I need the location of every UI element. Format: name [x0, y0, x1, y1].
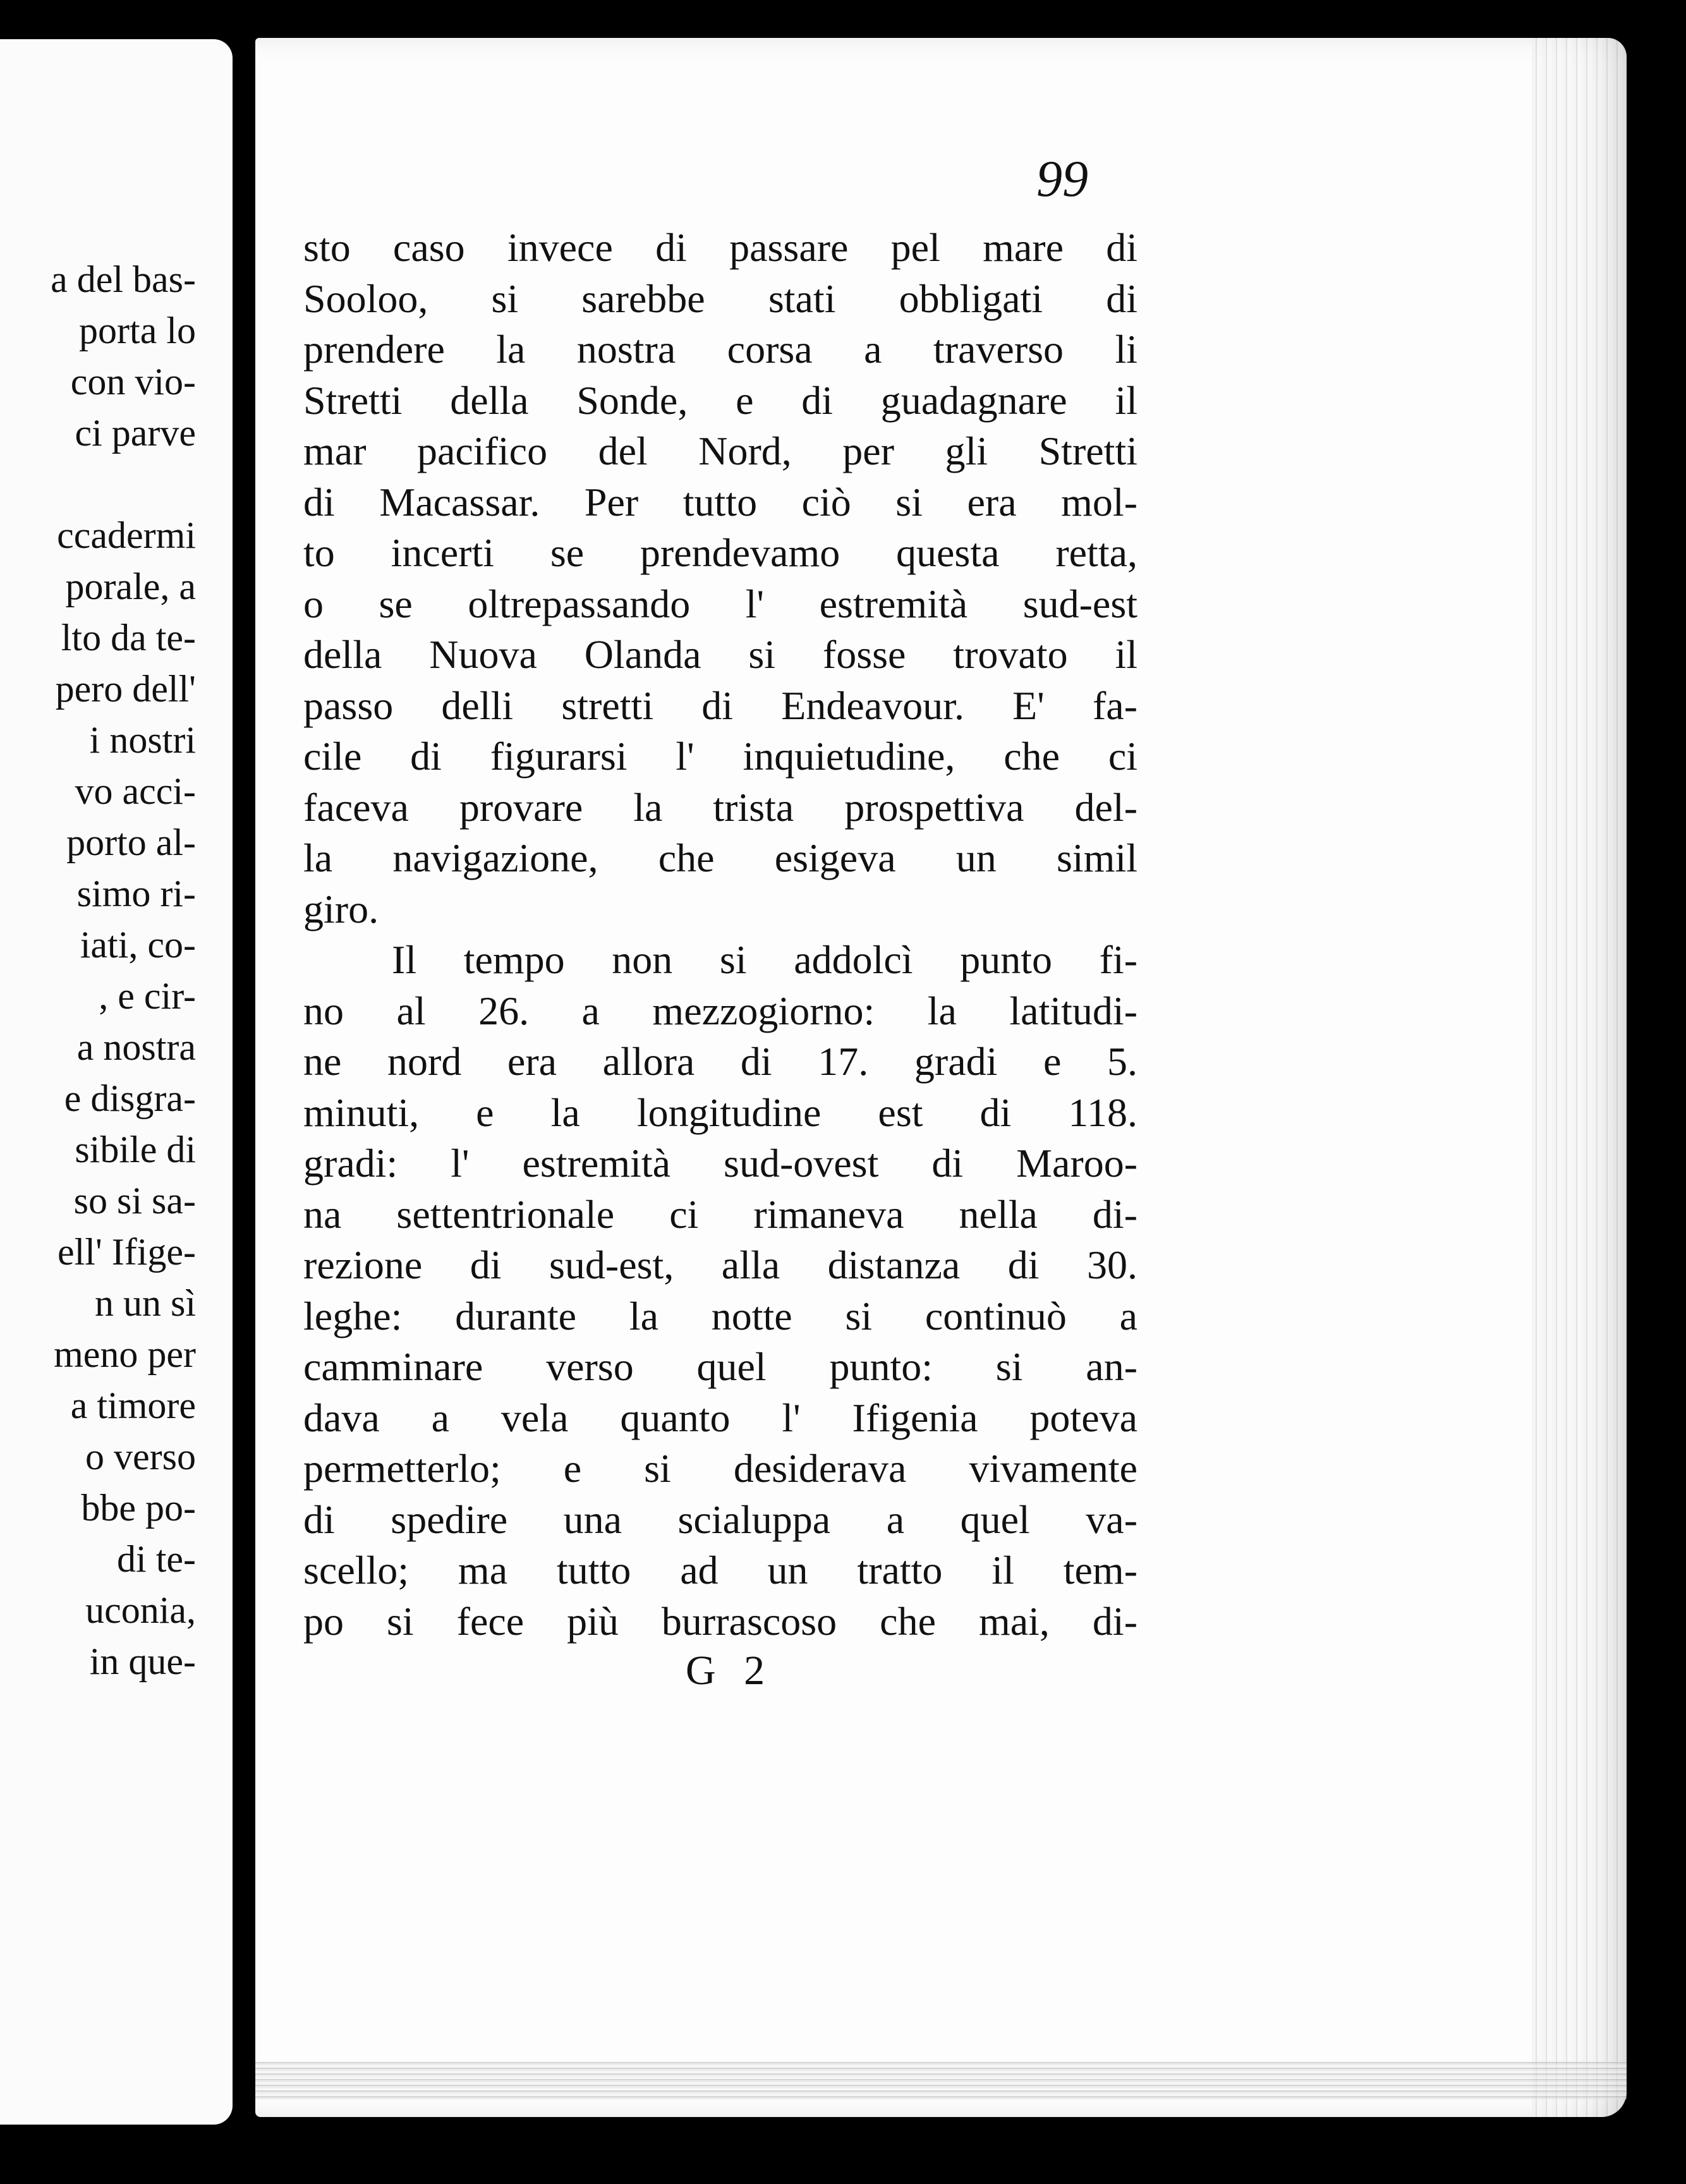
page-edge-shading — [1532, 38, 1627, 2117]
left-page-line: e disgra- — [64, 1077, 196, 1119]
text-line: della Nuova Olanda si fosse trovato il — [303, 632, 1137, 677]
left-page-line: iati, co- — [80, 924, 196, 966]
text-line: prendere la nostra corsa a traverso li — [303, 327, 1137, 372]
page-body-text — [303, 222, 1137, 1647]
left-page-line: a timore — [70, 1385, 196, 1426]
left-page-line: in que- — [89, 1641, 196, 1682]
page-bottom-edge — [255, 2061, 1627, 2099]
left-page-line: so si sa- — [73, 1180, 196, 1222]
left-page-line: lto da te- — [61, 617, 196, 658]
page-number: 99 — [1036, 150, 1088, 207]
text-line: rezione di sud-est, alla distanza di 30. — [303, 1242, 1137, 1287]
text-line: giro. — [303, 886, 379, 931]
signature-mark: G 2 — [686, 1647, 774, 1694]
left-page-line: uconia, — [85, 1589, 196, 1631]
text-line: mar pacifico del Nord, per gli Stretti — [303, 428, 1137, 473]
text-line: camminare verso quel punto: si an- — [303, 1344, 1137, 1389]
text-line: minuti, e la longitudine est di 118. — [303, 1089, 1137, 1135]
text-line: di spedire una scialuppa a quel va- — [303, 1496, 1137, 1542]
text-line: scello; ma tutto ad un tratto il tem- — [303, 1548, 1137, 1592]
left-page-line: porto al- — [66, 822, 196, 863]
text-line: na settentrionale ci rimaneva nella di- — [303, 1191, 1137, 1237]
text-line: no al 26. a mezzogiorno: la latitudi- — [303, 988, 1137, 1033]
text-line: di Macassar. Per tutto ciò si era mol- — [303, 479, 1137, 525]
text-line: to incerti se prendevamo questa retta, — [303, 530, 1137, 575]
text-line: Sooloo, si sarebbe stati obbligati di — [303, 276, 1137, 321]
book-gutter — [233, 25, 258, 2184]
left-page-line: o verso — [85, 1436, 196, 1477]
left-facing-page — [0, 39, 233, 2125]
text-line: passo delli stretti di Endeavour. E' fa- — [303, 682, 1137, 728]
text-line: la navigazione, che esigeva un simil — [303, 835, 1137, 880]
text-line: permetterlo; e si desiderava vivamente — [303, 1446, 1137, 1491]
left-page-line: porale, a — [65, 566, 196, 607]
text-line: o se oltrepassando l' estremità sud-est — [303, 581, 1137, 626]
left-page-line: , e cir- — [99, 975, 196, 1017]
left-page-line: ccadermi — [57, 514, 196, 556]
left-page-line: con vio- — [70, 361, 196, 403]
text-line: Stretti della Sonde, e di guadagnare il — [303, 377, 1137, 423]
left-page-line: n un sì — [94, 1282, 196, 1324]
left-page-line: a del bas- — [51, 258, 196, 300]
text-line: gradi: l' estremità sud-ovest di Maroo- — [303, 1141, 1137, 1186]
left-page-line: a nostra — [76, 1026, 196, 1068]
left-page-line: di te- — [117, 1538, 196, 1580]
left-page-line — [0, 459, 196, 510]
left-page-line: ell' Ifige- — [57, 1231, 196, 1273]
left-page-line: pero dell' — [55, 668, 196, 710]
left-page-line: bbe po- — [81, 1487, 196, 1529]
left-page-line: simo ri- — [76, 873, 196, 914]
text-line: faceva provare la trista prospettiva del- — [303, 784, 1137, 830]
text-line: ne nord era allora di 17. gradi e 5. — [303, 1039, 1137, 1084]
text-line: cile di figurarsi l' inquietudine, che ci — [303, 734, 1137, 779]
left-page-line: vo acci- — [75, 770, 196, 812]
text-line: leghe: durante la notte si continuò a — [303, 1293, 1137, 1338]
text-line: po si fece più burrascoso che mai, di- — [303, 1598, 1137, 1644]
left-page-text — [0, 254, 196, 1687]
left-page-line: meno per — [54, 1333, 196, 1375]
text-line: dava a vela quanto l' Ifigenia poteva — [303, 1395, 1137, 1440]
left-page-line: sibile di — [75, 1129, 196, 1170]
left-page-line: ci parve — [75, 412, 196, 454]
left-page-line: i nostri — [89, 719, 196, 761]
left-page-line: porta lo — [79, 310, 196, 351]
text-line: sto caso invece di passare pel mare di — [303, 225, 1137, 270]
text-line: Il tempo non si addolcì punto fi- — [392, 937, 1137, 982]
